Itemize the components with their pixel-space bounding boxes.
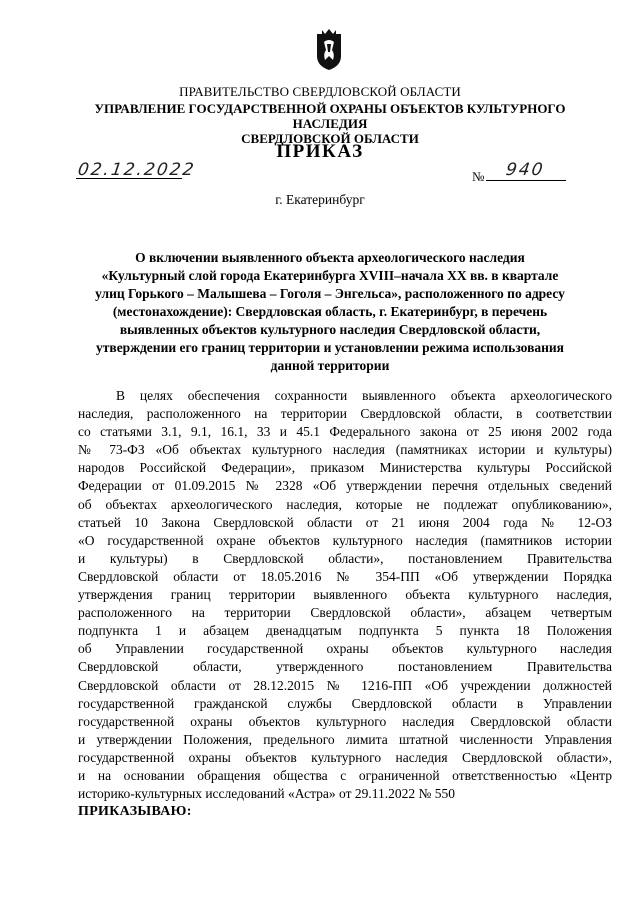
body-line: Свердловской области, утвержденного постановлением Правительства xyxy=(78,659,612,675)
number-underline xyxy=(486,180,566,181)
body-line: наследия, расположенного на территории Свердловской области, в соответствии xyxy=(78,406,612,422)
body-line: государственной охраны объектов культурного наследия Свердловской области», xyxy=(78,749,612,765)
government-title: ПРАВИТЕЛЬСТВО СВЕРДЛОВСКОЙ ОБЛАСТИ xyxy=(179,84,461,99)
body-line: утверждения границ территории выявленного объекта культурного наследия, xyxy=(78,587,612,603)
body-line: расположенного на территории Свердловской области», абзацем четвертым xyxy=(78,605,612,621)
order-number: 940 xyxy=(504,160,546,180)
body-line: со статьями 3.1, 9.1, 16.1, 33 и 45.1 Федерального закона от 25 июня 2002 года xyxy=(78,424,612,440)
body-line: об Управлении государственной охраны объектов культурного наследия xyxy=(78,641,612,657)
order-subject xyxy=(80,249,580,375)
body-line: народов Российской Федерации», приказом Министерства культуры Российской xyxy=(78,460,612,476)
body-line: и культуры) в Свердловской области», постановлением Правительства xyxy=(78,550,612,566)
body-line: государственной гражданской службы Свердловской области в Управлении xyxy=(78,695,612,711)
body-line: подпункта 1 и абзацем двенадцатым подпункта 5 пункта 18 Положения xyxy=(78,623,612,639)
decree-heading: ПРИКАЗЫВАЮ: xyxy=(78,804,192,819)
subject-line: (местонахождение): Свердловская область, г. Екатеринбург, в перечень xyxy=(112,304,548,319)
body-line: Свердловской области от 18.05.2016 № 354-ПП «Об утверждении Порядка xyxy=(78,568,612,584)
sverdlovsk-coat-of-arms-icon xyxy=(313,28,345,72)
subject-line: улиц Горького – Малышева – Гоголя – Энгельса», расположенного по адресу xyxy=(95,286,565,301)
body-line: № 73-ФЗ «Об объектах культурного наследия (памятниках истории и культуры) xyxy=(78,442,612,458)
body-line: об объектах археологического наследия, которые не подлежат опубликованию», xyxy=(78,496,612,512)
subject-line: «Культурный слой города Екатеринбурга XVIII–начала XX вв. в квартале xyxy=(101,268,559,283)
subject-line: утверждении его границ территории и установлении режима использования xyxy=(96,340,564,355)
body-line: государственной охраны объектов культурного наследия Свердловской области xyxy=(78,713,612,729)
number-label: № xyxy=(472,169,485,184)
city: г. Екатеринбург xyxy=(275,192,365,207)
body-line: и утверждении Положения, предельного лимита штатной численности Управления xyxy=(78,731,612,747)
body-line: Федерации от 01.09.2015 № 2328 «Об утверждении перечня отдельных сведений xyxy=(78,478,612,494)
department-line-1: УПРАВЛЕНИЕ ГОСУДАРСТВЕННОЙ ОХРАНЫ ОБЪЕКТОВ КУЛЬТУРНОГО НАСЛЕДИЯ xyxy=(94,101,566,131)
body-line: Свердловской области от 28.12.2015 № 1216-ПП «Об учреждении должностей xyxy=(78,677,612,693)
department-line-2: СВЕРДЛОВСКОЙ ОБЛАСТИ xyxy=(241,131,419,146)
date-underline xyxy=(76,178,182,179)
department-title xyxy=(60,101,600,146)
document-type: ПРИКАЗ xyxy=(276,141,364,162)
body-line: историко-культурных исследований «Астра» от 29.11.2022 № 550 xyxy=(78,786,456,802)
body-line: «О государственной охране объектов культурного наследия (памятников истории xyxy=(78,532,612,548)
subject-line: данной территории xyxy=(270,358,390,373)
preamble-paragraph xyxy=(78,387,612,803)
body-line: В целях обеспечения сохранности выявленного объекта археологического xyxy=(116,388,612,403)
subject-line: О включении выявленного объекта археологического наследия xyxy=(135,250,525,265)
body-line: и на основании обращения общества с ограниченной ответственностью «Центр xyxy=(78,767,612,783)
order-date: 02.12.2022 xyxy=(76,160,197,180)
body-line: статьей 10 Закона Свердловской области от 21 июня 2004 года № 12-ОЗ xyxy=(78,514,612,530)
subject-line: выявленных объектов культурного наследия Свердловской области, xyxy=(119,322,541,337)
